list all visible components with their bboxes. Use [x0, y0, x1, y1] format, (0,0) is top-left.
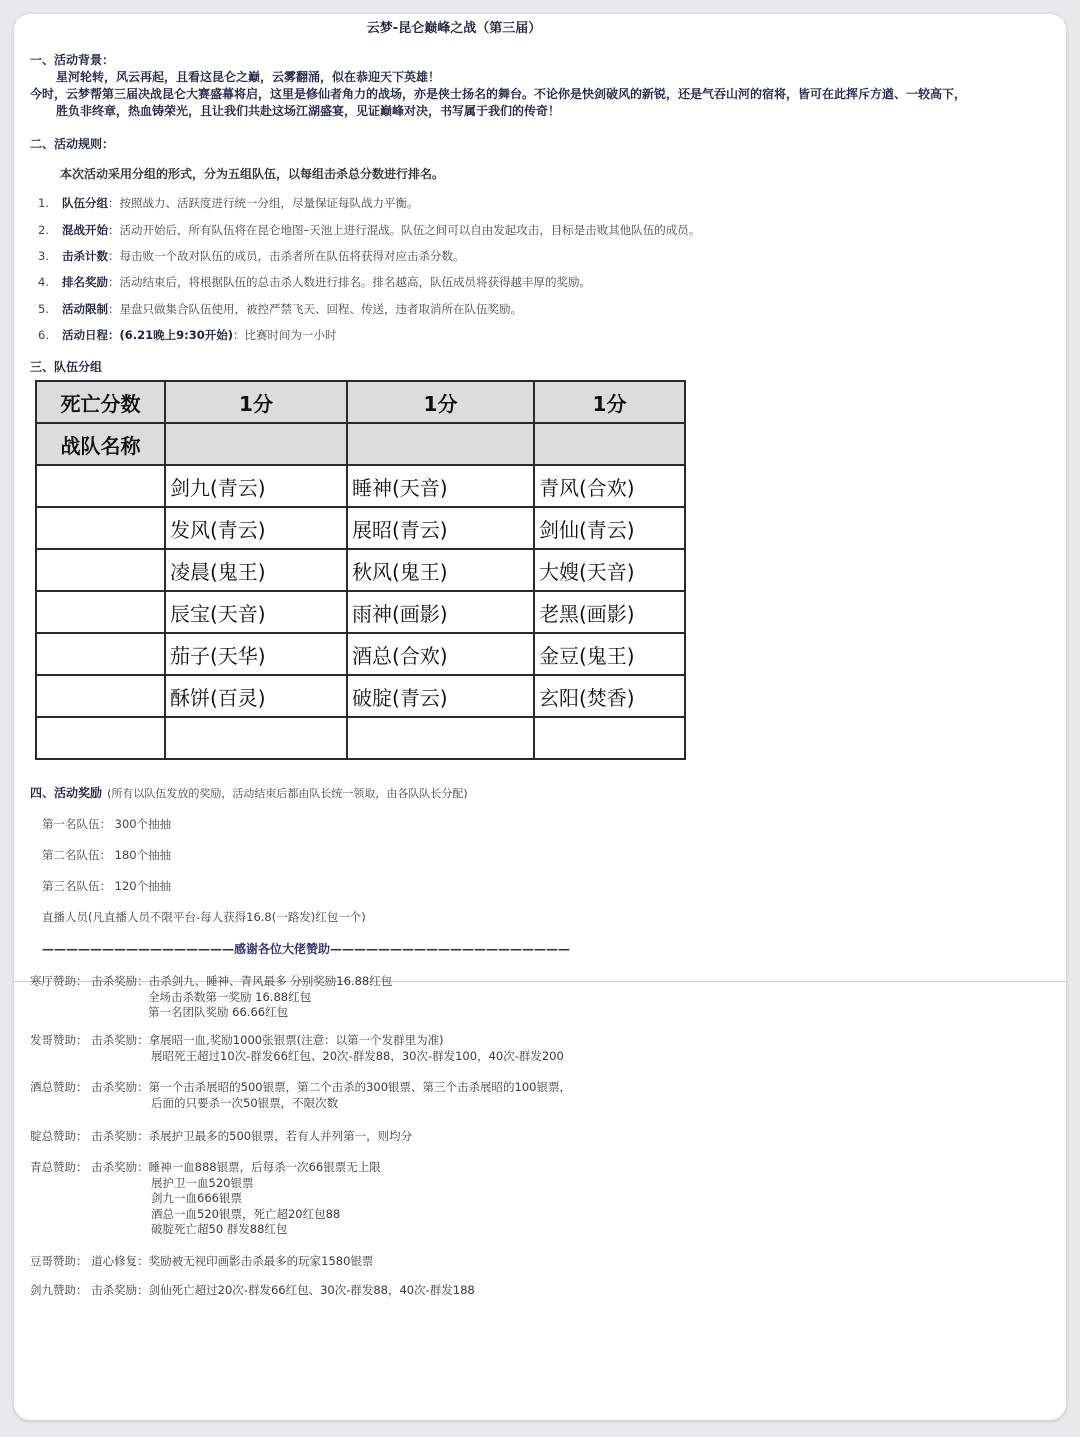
header-cell: 1分 [534, 381, 685, 423]
team-member-cell: 玄阳(焚香) [534, 675, 685, 717]
row-label-cell [36, 717, 165, 759]
row-label-cell [36, 591, 165, 633]
sponsor-line: 破腚死亡超50 群发88红包 [151, 1222, 288, 1236]
header-cell [534, 423, 685, 465]
sponsor-line: 睡神一血888银票，后每杀一次66银票无上限 [148, 1160, 381, 1174]
table-row [36, 591, 685, 633]
rule-sep: ： [108, 196, 120, 210]
reward-item: 直播人员(凡直播人员不限平台-每人获得16.8(一路发)红包一个) [42, 910, 366, 924]
sponsor-entry [30, 1159, 381, 1175]
sponsor-line: 全场击杀数第一奖励 16.88红包 [148, 989, 312, 1004]
rule-item [38, 195, 419, 211]
rule-text: 活动结束后，将根据队伍的总击杀人数进行排名。排名越高，队伍成员将获得越丰厚的奖励。 [119, 275, 591, 289]
rule-item [38, 274, 591, 290]
team-name-label: 战队名称 [36, 423, 165, 465]
sponsor-line: 击杀剑九、睡神、青风最多 分别奖励16.88红包 [148, 974, 393, 988]
background-heading: 一、活动背景： [30, 53, 115, 67]
team-member-cell: 发风(青云) [165, 507, 347, 549]
document-title: 云梦-昆仑巅峰之战（第三届） [366, 21, 542, 36]
rewards-heading: 四、活动奖励 [30, 786, 103, 800]
sponsor-line: 第一名团队奖励 66.66红包 [148, 1005, 289, 1019]
team-member-cell [534, 717, 685, 759]
teams-heading: 三、队伍分组 [30, 360, 103, 374]
reward-item: 第三名队伍： 120个抽抽 [42, 879, 172, 893]
sponsor-name: 腚总赞助： [30, 1129, 88, 1143]
rule-number: 6. [38, 328, 49, 342]
rule-number: 1. [38, 196, 49, 210]
sponsor-name: 酒总赞助： [30, 1080, 88, 1094]
rule-text: 按照战力、活跃度进行统一分组，尽量保证每队战力平衡。 [119, 196, 419, 210]
sponsor-line: 奖励被无视印画影击杀最多的玩家1580银票 [148, 1254, 374, 1268]
rule-text: 比赛时间为一小时 [244, 328, 337, 342]
rule-item [38, 327, 337, 343]
rule-label: 排名奖励 [62, 275, 108, 289]
reward-item: 第二名队伍： 180个抽抽 [42, 848, 172, 862]
document-sheet [14, 14, 1066, 1420]
header-cell: 1分 [347, 381, 534, 423]
team-member-cell: 辰宝(天音) [165, 591, 347, 633]
table-row [36, 549, 685, 591]
row-label-cell [36, 633, 165, 675]
team-member-cell: 剑九(青云) [165, 465, 347, 507]
team-member-cell: 酒总(合欢) [347, 633, 534, 675]
score-row [36, 381, 685, 423]
rule-label: 击杀计数 [62, 249, 108, 263]
rules-intro: 本次活动采用分组的形式，分为五组队伍，以每组击杀总分数进行排名。 [60, 167, 445, 181]
table-row [36, 633, 685, 675]
rule-sep: ： [108, 275, 120, 289]
rule-label: 队伍分组 [62, 196, 108, 210]
sponsor-name: 豆哥赞助： [30, 1254, 88, 1268]
team-member-cell: 老黑(画影) [534, 591, 685, 633]
header-cell [347, 423, 534, 465]
sponsor-line: 杀展护卫最多的500银票，若有人并列第一，则均分 [148, 1129, 413, 1143]
sponsor-line: 展昭死王超过10次-群发66红包、20次-群发88，30次-群发100，40次-群发200 [151, 1048, 564, 1063]
row-label-cell [36, 549, 165, 591]
team-member-cell [165, 717, 347, 759]
table-row [36, 507, 685, 549]
rule-label: 活动日程：(6.21晚上9:30开始) [62, 328, 233, 342]
rewards-note: (所有以队伍发放的奖励，活动结束后都由队长统一领取，由各队队长分配) [107, 787, 468, 800]
rule-sep: ： [233, 328, 245, 342]
team-name-row [36, 423, 685, 465]
rule-number: 3. [38, 249, 49, 263]
teams-table [35, 380, 686, 760]
background-line-1: 星河轮转，风云再起，且看这昆仑之巅，云雾翻涌，似在恭迎天下英雄！ [56, 70, 441, 84]
background-line-3: 胜负非终章，热血铸荣光，且让我们共赴这场江湖盛宴，见证巅峰对决，书写属于我们的传奇！ [56, 104, 561, 118]
team-member-cell [347, 717, 534, 759]
sponsor-type: 击杀奖励： [91, 1033, 149, 1047]
row-label-cell [36, 675, 165, 717]
rule-item [38, 222, 700, 238]
sponsor-name: 青总赞助： [30, 1160, 88, 1174]
reward-item: 第一名队伍： 300个抽抽 [42, 817, 172, 831]
rule-text: 每击败一个敌对队伍的成员，击杀者所在队伍将获得对应击杀分数。 [119, 249, 465, 263]
sponsor-line: 展护卫一血520银票 [151, 1175, 254, 1190]
sponsor-line: 拿展昭一血,奖励1000张银票(注意：以第一个发群里为准) [148, 1033, 444, 1047]
rule-item [38, 248, 465, 264]
rule-number: 5. [38, 302, 49, 316]
sponsor-line: 剑仙死亡超过20次-群发66红包、30次-群发88，40次-群发188 [148, 1283, 475, 1297]
rule-number: 2. [38, 223, 49, 237]
sponsor-type: 击杀奖励： [91, 1160, 149, 1174]
rule-number: 4. [38, 275, 49, 289]
sponsor-type: 击杀奖励： [91, 974, 149, 988]
team-member-cell: 茄子(天华) [165, 633, 347, 675]
sponsor-name: 剑九赞助： [30, 1283, 88, 1297]
sponsor-entry [30, 1128, 412, 1144]
team-member-cell: 雨神(画影) [347, 591, 534, 633]
row-label-cell [36, 507, 165, 549]
background-line-2: 今时，云梦帮第三届决战昆仑大赛盛幕将启，这里是修仙者角力的战场，亦是侠士扬名的舞台。不论你是快剑破风的新锐，还是气吞山河的宿将，皆可在此挥斥方遒、一较高下， [30, 87, 967, 101]
header-cell: 死亡分数 [36, 381, 165, 423]
rule-text: 星盘只做集合队伍使用，被控严禁飞天、回程、传送，违者取消所在队伍奖励。 [119, 302, 522, 316]
team-member-cell: 青风(合欢) [534, 465, 685, 507]
header-cell [165, 423, 347, 465]
thanks-divider: ————————————————感谢各位大佬赞助———————————————————— [42, 942, 571, 956]
sponsor-entry [30, 1079, 571, 1095]
rules-heading: 二、活动规则： [30, 137, 115, 151]
team-member-cell: 睡神(天音) [347, 465, 534, 507]
team-member-cell: 大嫂(天音) [534, 549, 685, 591]
team-member-cell: 破腚(青云) [347, 675, 534, 717]
team-member-cell: 秋风(鬼王) [347, 549, 534, 591]
header-cell: 1分 [165, 381, 347, 423]
team-member-cell: 酥饼(百灵) [165, 675, 347, 717]
sponsor-type: 道心修复： [91, 1254, 149, 1268]
rule-sep: ： [108, 223, 120, 237]
sponsor-line: 酒总一血520银票，死亡超20红包88 [151, 1206, 341, 1221]
sponsor-entry [30, 1282, 475, 1298]
rule-label: 活动限制 [62, 302, 108, 316]
team-member-cell: 展昭(青云) [347, 507, 534, 549]
sponsor-line: 剑九一血666银票 [151, 1191, 242, 1205]
rule-sep: ： [108, 249, 120, 263]
team-member-cell: 剑仙(青云) [534, 507, 685, 549]
table-row [36, 717, 685, 759]
table-row [36, 675, 685, 717]
row-label-cell [36, 465, 165, 507]
sponsor-name: 发哥赞助： [30, 1033, 88, 1047]
rule-item [38, 301, 522, 317]
sponsor-line: 第一个击杀展昭的500银票，第二个击杀的300银票、第三个击杀展昭的100银票， [148, 1080, 572, 1094]
table-row [36, 465, 685, 507]
sponsor-entry [30, 1253, 373, 1269]
sponsor-type: 击杀奖励： [91, 1080, 149, 1094]
team-member-cell: 凌晨(鬼王) [165, 549, 347, 591]
sponsor-type: 击杀奖励： [91, 1129, 149, 1143]
sponsor-entry [30, 1032, 444, 1048]
rule-sep: ： [108, 302, 120, 316]
sponsor-entry [30, 973, 392, 989]
team-member-cell: 金豆(鬼王) [534, 633, 685, 675]
sponsor-name: 寒厅赞助： [30, 974, 88, 988]
rule-label: 混战开始 [62, 223, 108, 237]
rewards-title [30, 782, 468, 801]
rule-text: 活动开始后，所有队伍将在昆仑地图–天池上进行混战。队伍之间可以自由发起攻击，目标是击败其他队伍的成员。 [119, 223, 701, 237]
sponsor-line: 后面的只要杀一次50银票，不限次数 [151, 1095, 339, 1110]
sponsor-type: 击杀奖励： [91, 1283, 149, 1297]
